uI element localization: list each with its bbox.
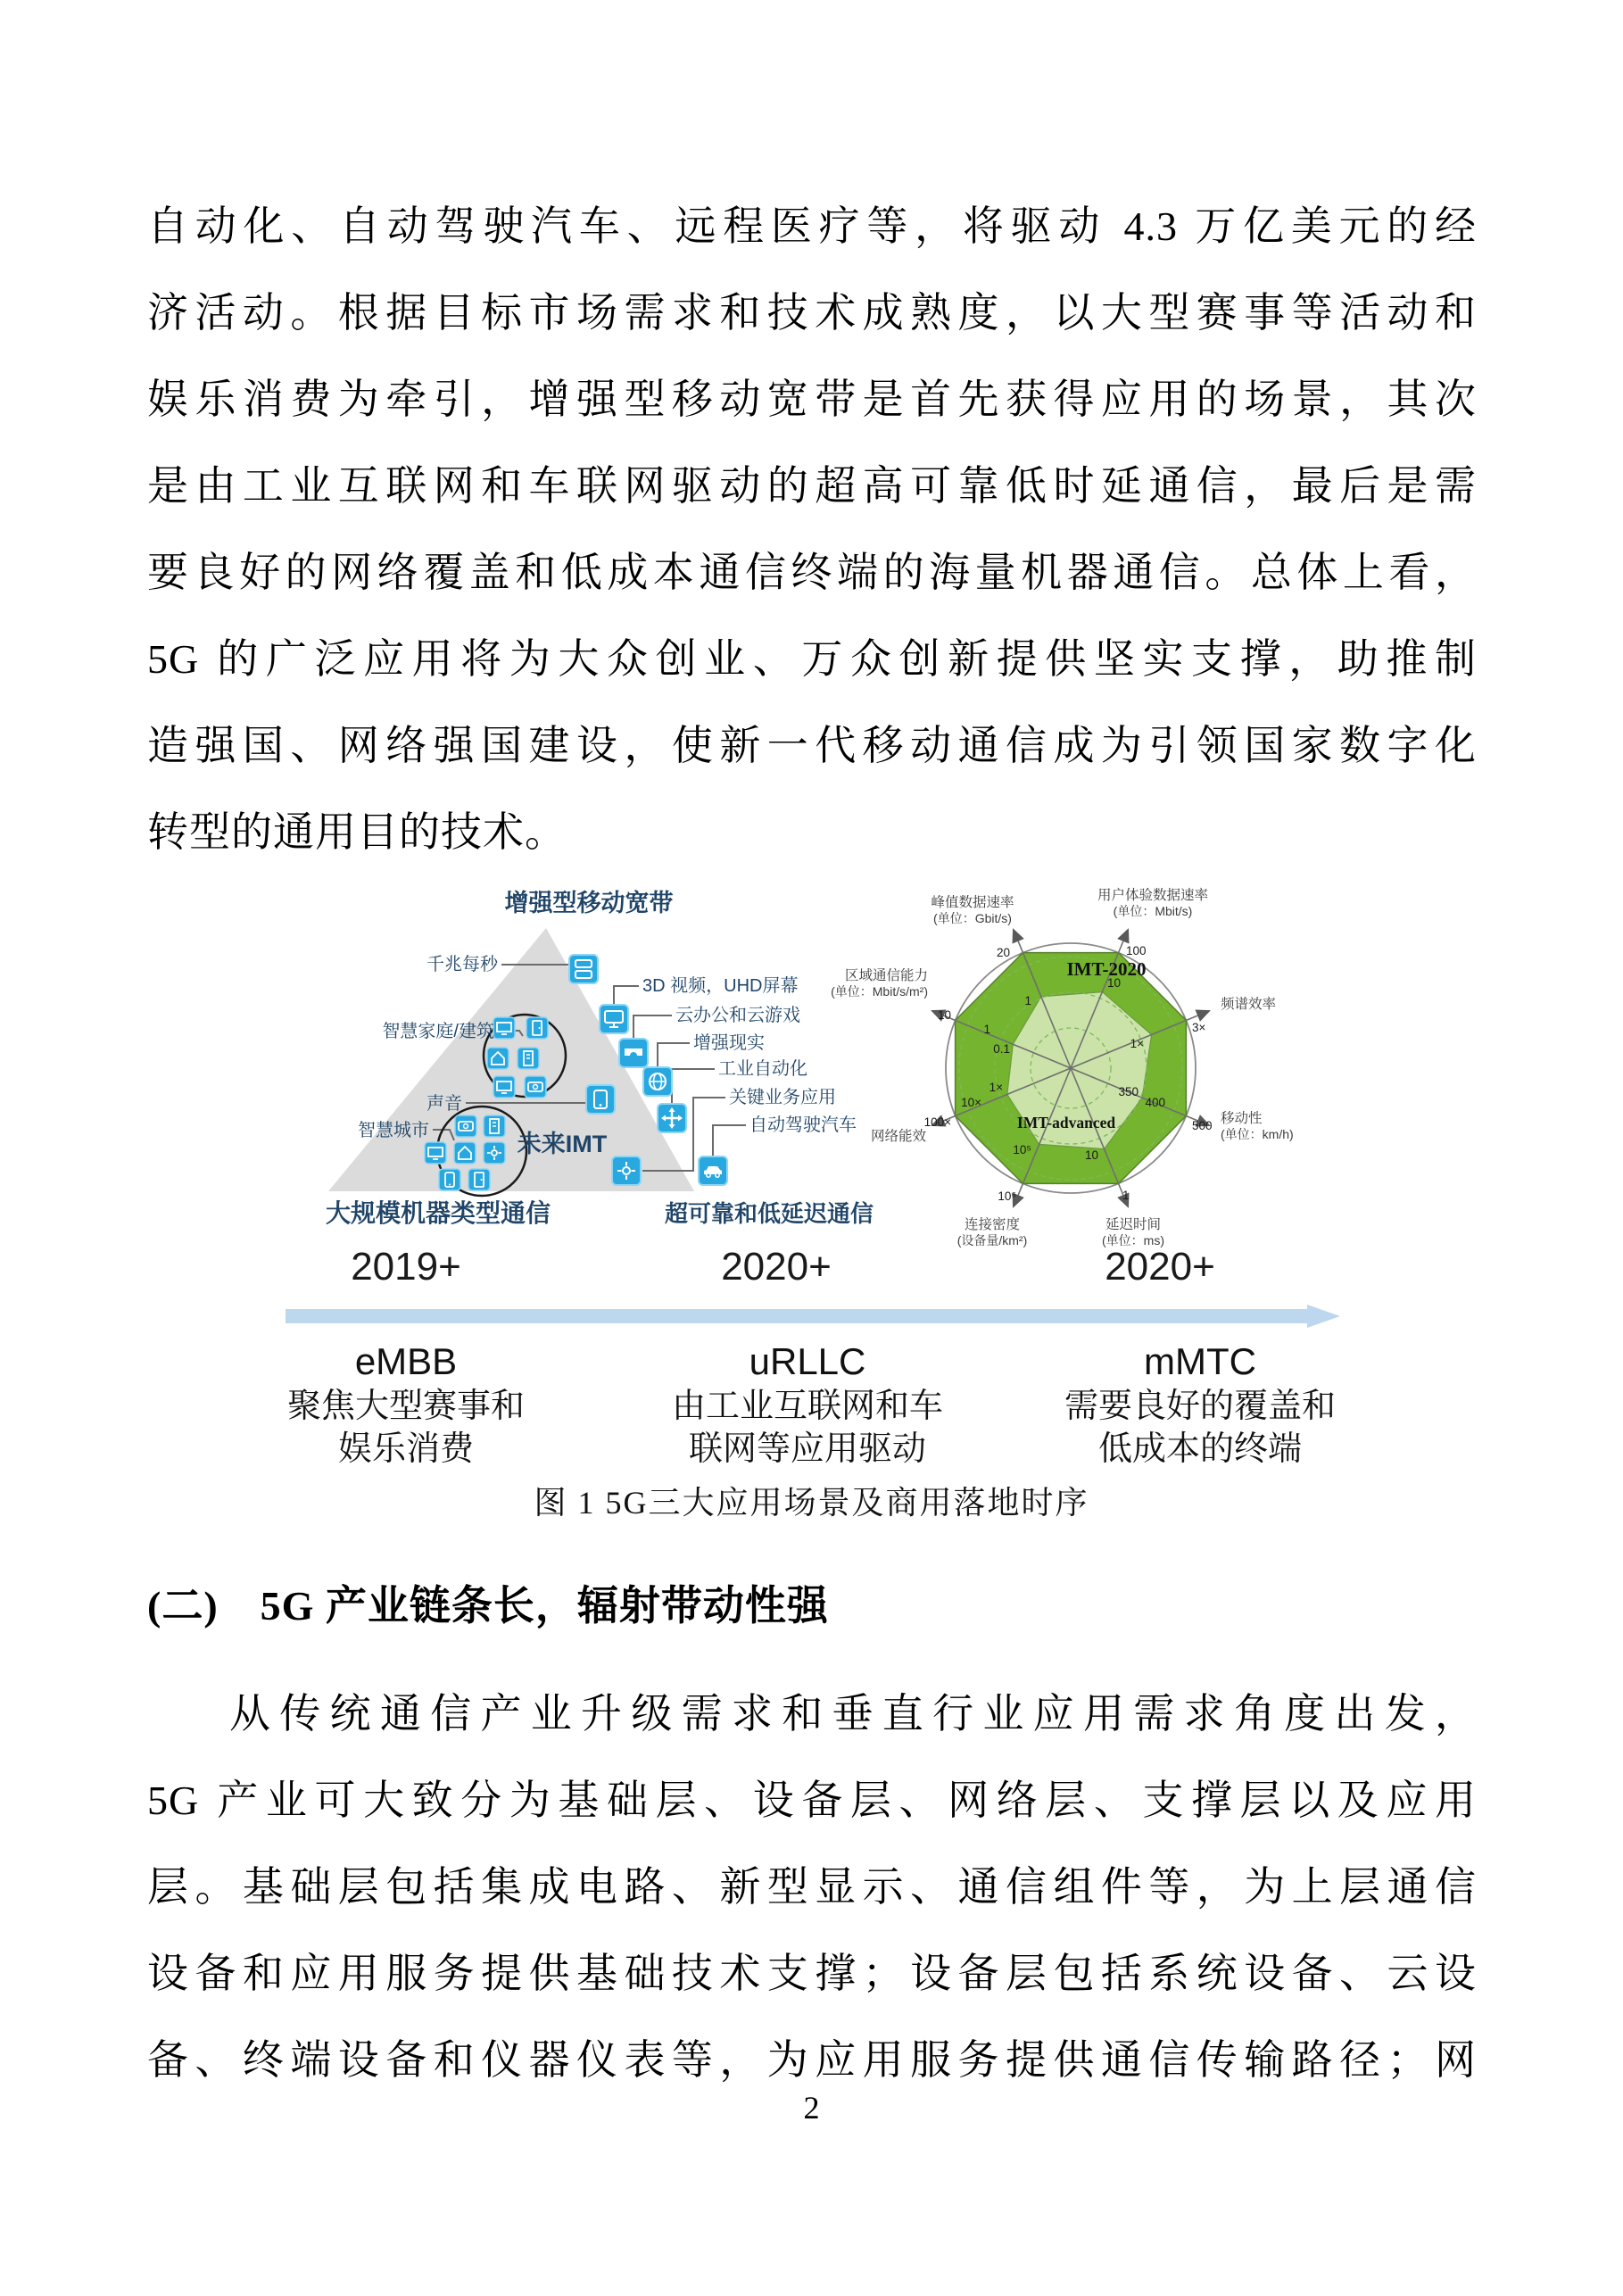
vr-goggles-icon (619, 1039, 648, 1067)
body-line: 转型的通用目的技术。 (147, 809, 567, 855)
body-line: 设备和应用服务提供基础技术支撑；设备层包括系统设备、云设 (147, 1951, 1477, 1996)
tablet-icon (586, 1085, 615, 1114)
scenario-desc: 需要良好的覆盖和 (1064, 1388, 1336, 1425)
scenario-desc: 由工业互联网和车 (671, 1388, 943, 1425)
scenario-desc: 聚焦大型赛事和 (286, 1388, 525, 1425)
callout-gbps: 千兆每秒 (426, 955, 498, 974)
axis-label: 峰值数据速率 (931, 895, 1014, 910)
phone-icon (439, 1169, 460, 1190)
section-heading: (二) 5G 产业链条长，辐射带动性强 (147, 1583, 829, 1629)
tick: 10⁵ (1013, 1143, 1031, 1156)
tick: 10⁶ (998, 1189, 1016, 1203)
body-line: 娱乐消费为牵引，增强型移动宽带是首先获得应用的场景，其次 (147, 377, 1477, 422)
series-label-imt-advanced: IMT-advanced (1016, 1114, 1116, 1131)
timeline-years (0, 1245, 1623, 1295)
axis-unit: (单位：ms) (1102, 1233, 1164, 1247)
roundabout-icon (484, 1142, 505, 1164)
figure-1 (0, 874, 1623, 1535)
scenario-name: eMBB (354, 1340, 458, 1382)
pyramid-top-label: 增强型移动宽带 (504, 890, 674, 916)
tick: 400 (1145, 1096, 1165, 1109)
building-icon (518, 1048, 539, 1069)
callout-smart-home: 智慧家庭/建筑 (382, 1022, 494, 1041)
callout-industrial: 工业自动化 (718, 1059, 807, 1079)
callout-3d-video: 3D 视频，UHD屏幕 (642, 976, 799, 996)
axis-unit: (单位：Mbit/s) (1113, 904, 1193, 918)
axis-label: 延迟时间 (1105, 1217, 1162, 1232)
body-line: 自动化、自动驾驶汽车、远程医疗等，将驱动 4.3 万亿美元的经 (147, 203, 1477, 249)
scenario-desc: 联网等应用驱动 (688, 1430, 926, 1468)
body-line: 层。基础层包括集成电路、新型显示、通信组件等，为上层通信 (147, 1864, 1477, 1910)
tick: 1 (983, 1023, 990, 1036)
scenario-embb (205, 1339, 607, 1471)
tick: 10 (937, 1008, 951, 1022)
body-line: 从传统通信产业升级需求和垂直行业应用需求角度出发， (229, 1691, 1477, 1737)
crosshair-icon (658, 1104, 686, 1132)
callout-smart-city: 智慧城市 (358, 1121, 429, 1140)
body-line: 是由工业互联网和车联网驱动的超高可靠低时延通信，最后是需 (147, 463, 1477, 509)
tick: 3× (1192, 1021, 1206, 1034)
axis-label: 用户体验数据速率 (1097, 888, 1209, 903)
axis-label: 区域通信能力 (844, 968, 928, 983)
axis-unit: (单位：Gbit/s) (933, 911, 1012, 925)
axis-unit: (单位：km/h) (1221, 1127, 1294, 1141)
globe-icon (643, 1067, 672, 1096)
screen-icon (425, 1142, 446, 1164)
tick: 100× (923, 1115, 951, 1129)
axis-label: 移动性 (1221, 1111, 1263, 1126)
pyramid-bottom-right-label: 超可靠和低延迟通信 (665, 1200, 874, 1227)
pyramid-center-label: 未来IMT (517, 1131, 608, 1157)
house-icon (487, 1048, 509, 1069)
body-line: 5G 产业可大致分为基础层、设备层、网络层、支撑层以及应用 (147, 1778, 1477, 1823)
scenario-name: uRLLC (749, 1340, 866, 1382)
timeline-arrowhead-icon (1307, 1305, 1340, 1328)
tick: 1× (1130, 1037, 1144, 1050)
callout-cloud: 云办公和云游戏 (675, 1006, 800, 1025)
tick: 10 (1084, 1148, 1098, 1162)
callout-mission-critical: 关键业务应用 (729, 1088, 836, 1107)
tick: 1 (1122, 1189, 1130, 1202)
tick: 1 (1024, 994, 1031, 1007)
paragraph-2 (147, 1670, 1477, 2103)
series-label-imt-2020: IMT-2020 (1066, 958, 1147, 980)
paragraph-1 (147, 183, 1477, 875)
tick: 20 (996, 946, 1010, 959)
body-line: 济活动。根据目标市场需求和技术成熟度，以大型赛事等活动和 (147, 290, 1477, 336)
tick: 100 (1126, 944, 1147, 957)
tv-icon (493, 1076, 515, 1098)
scenario-name: mMTC (1144, 1340, 1256, 1382)
car-icon (699, 1156, 727, 1185)
scenario-desc: 娱乐消费 (337, 1430, 474, 1468)
year-urllc: 2020+ (721, 1245, 832, 1289)
body-line: 造强国、网络强国建设，使新一代移动通信成为引领国家数字化 (147, 723, 1477, 768)
radar-chart (803, 883, 1338, 1267)
roundabout-icon (612, 1156, 641, 1185)
tick: 0.1 (993, 1042, 1010, 1056)
scenario-desc: 低成本的终端 (1097, 1430, 1302, 1468)
axis-unit: (单位：Mbit/s/m²) (831, 984, 928, 999)
tick: 1× (989, 1081, 1003, 1094)
timeline-arrow (286, 1305, 1340, 1328)
tick: 10 (1107, 976, 1122, 990)
timeline-arrow-bar (286, 1309, 1307, 1323)
callout-voice: 声音 (426, 1094, 462, 1114)
door-icon (468, 1169, 490, 1190)
scenario-urllc (607, 1339, 1008, 1471)
scenario-mmtc (999, 1339, 1401, 1471)
callout-ar: 增强现实 (693, 1033, 765, 1053)
axis-label: 频谱效率 (1221, 997, 1277, 1012)
year-mmtc: 2020+ (1105, 1245, 1215, 1289)
figure-caption: 图 1 5G三大应用场景及商用落地时序 (534, 1485, 1089, 1521)
pyramid-bottom-left-label: 大规模机器类型通信 (326, 1199, 551, 1227)
page-number: 2 (803, 2090, 820, 2126)
camera-icon (455, 1115, 476, 1137)
door-icon (526, 1017, 548, 1039)
server-icon (569, 955, 598, 983)
camera-icon (525, 1076, 546, 1098)
year-embb: 2019+ (351, 1245, 461, 1289)
body-line: 5G 的广泛应用将为大众创业、万众创新提供坚实支撑，助推制 (147, 636, 1477, 682)
axis-label: 连接密度 (964, 1217, 1021, 1232)
axis-unit: (设备量/km²) (956, 1233, 1028, 1247)
body-line: 要良好的网络覆盖和低成本通信终端的海量机器通信。总体上看， (147, 550, 1477, 595)
screen-icon (493, 1017, 515, 1039)
building-icon (484, 1115, 505, 1137)
monitor-icon (600, 1005, 628, 1033)
callout-self-driving: 自动驾驶汽车 (749, 1115, 857, 1135)
house-icon (454, 1142, 476, 1164)
body-line: 备、终端设备和仪器仪表等，为应用服务提供通信传输路径；网 (147, 2037, 1477, 2083)
tick: 500 (1192, 1119, 1213, 1132)
axis-label: 网络能效 (870, 1129, 926, 1144)
tick: 350 (1118, 1085, 1139, 1098)
tick: 10× (961, 1096, 981, 1109)
